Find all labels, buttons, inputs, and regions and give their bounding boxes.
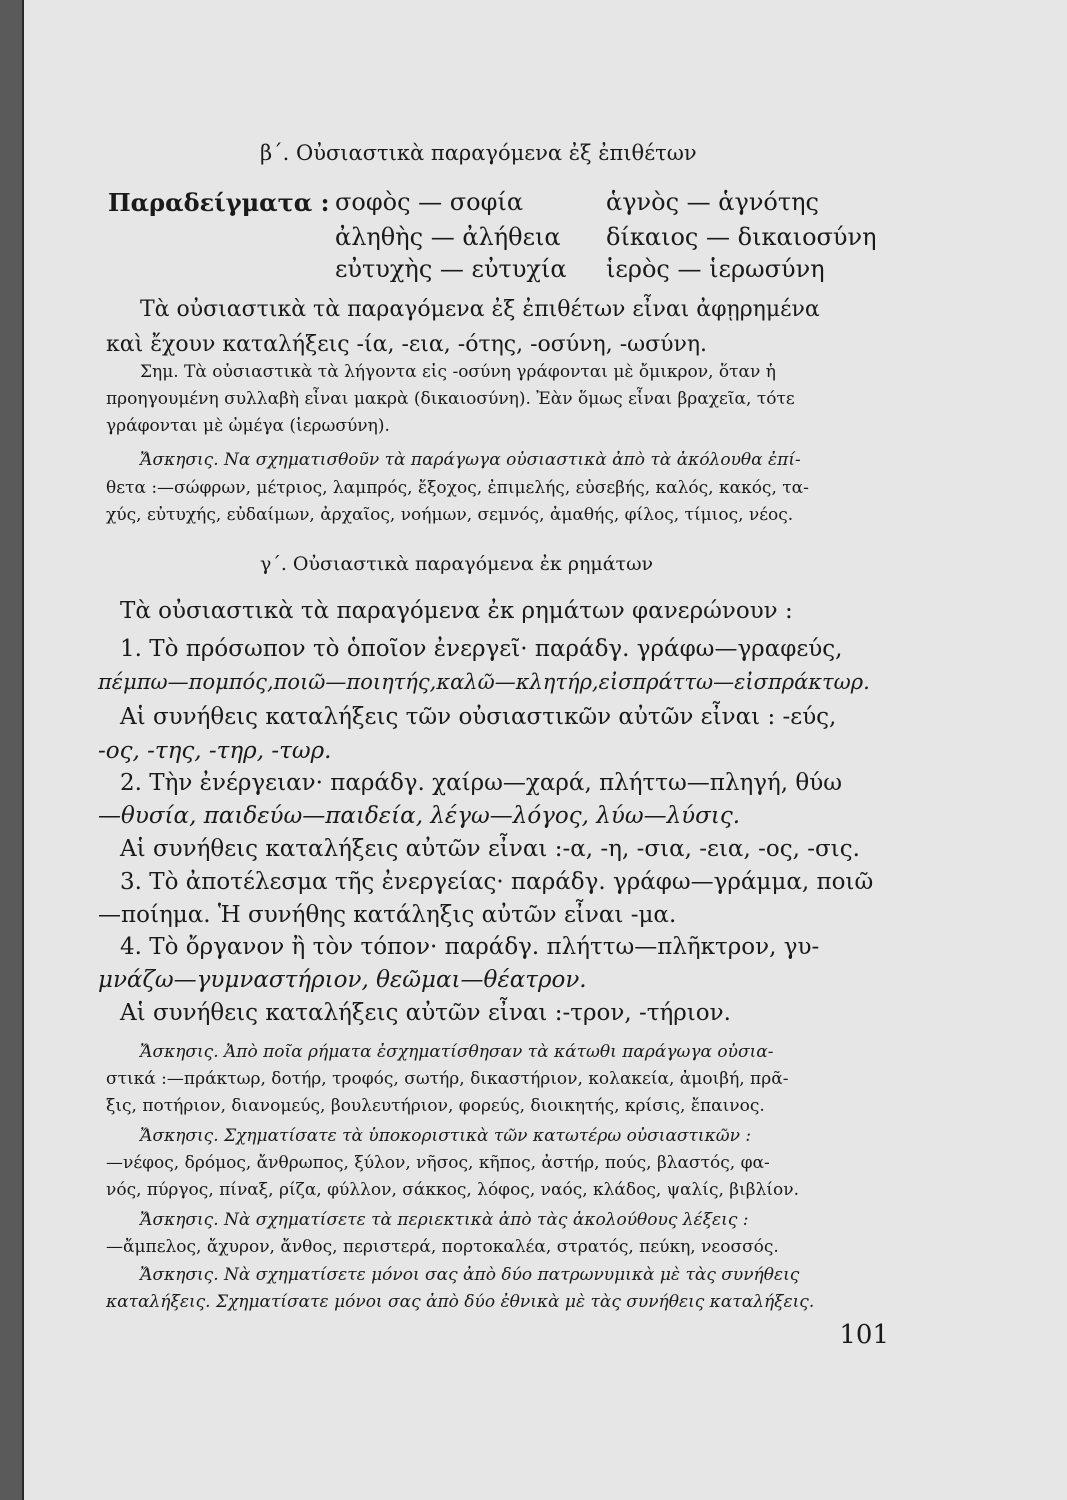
body-line: —θυσία, παιδεύω—παιδεία, λέγω—λόγος, λύω—λύσις. [98, 803, 741, 829]
note-line: Σημ. Τὰ οὐσιαστικὰ τὰ λήγοντα εἰς -οσύνη γράφονται μὲ ὄμικρον, ὅταν ἡ [140, 362, 776, 382]
exercise-line: Ἄσκησις. Νὰ σχηματίσετε μόνοι σας ἀπὸ δύο πατρωνυμικὰ μὲ τὰς συνήθεις [140, 1265, 800, 1285]
body-line: 1. Τὸ πρόσωπον τὸ ὁποῖον ἐνεργεῖ· παράδγ. γράφω—γραφεύς, [120, 636, 843, 662]
exercise-line: Ἄσκησις. Σχηματίσατε τὰ ὑποκοριστικὰ τῶν κατωτέρω οὐσιαστικῶν : [140, 1126, 752, 1146]
note-line: προηγουμένη συλλαβὴ εἶναι μακρὰ (δικαιοσύνη). Ἐὰν ὅμως εἶναι βραχεῖα, τότε [106, 389, 795, 409]
body-line: Αἱ συνήθεις καταλήξεις αὐτῶν εἶναι :-τρον, -τήριον. [120, 1000, 731, 1026]
example-item: εὐτυχὴς — εὐτυχία [335, 255, 567, 283]
exercise-line: —νέφος, δρόμος, ἄνθρωπος, ξύλον, νῆσος, κῆπος, ἀστήρ, πούς, βλαστός, φα- [106, 1153, 770, 1173]
body-line: -ος, -της, -τηρ, -τωρ. [98, 738, 332, 764]
example-item: σοφὸς — σοφία [335, 188, 524, 216]
example-item: δίκαιος — δικαιοσύνη [606, 223, 877, 251]
example-item: ἱερὸς — ἱερωσύνη [606, 255, 825, 283]
body-line: 4. Τὸ ὄργανον ἢ τὸν τόπον· παράδγ. πλήττω—πλῆκτρον, γυ- [120, 934, 820, 960]
exercise-line: καταλήξεις. Σχηματίσατε μόνοι σας ἀπὸ δύο ἐθνικὰ μὲ τὰς συνήθεις καταλήξεις. [106, 1292, 815, 1312]
body-line: μνάζω—γυμναστήριον, θεῶμαι—θέατρον. [98, 967, 587, 993]
exercise-line: χύς, εὐτυχής, εὐδαίμων, ἀρχαῖος, νοήμων, σεμνός, ἀμαθής, φίλος, τίμιος, νέος. [106, 505, 794, 525]
exercise-line: νός, πύργος, πίναξ, ρίζα, φύλλον, σάκκος, λόφος, ναός, κλάδος, ψαλίς, βιβλίον. [106, 1180, 800, 1200]
exercise-line: ξις, ποτήριον, διανομεύς, βουλευτήριον, φορεύς, διοικητής, κρίσις, ἔπαινος. [106, 1096, 765, 1116]
book-page [22, 0, 1067, 1500]
example-item: ἁγνὸς — ἁγνότης [606, 188, 819, 216]
body-line: Αἱ συνήθεις καταλήξεις αὐτῶν εἶναι :-α, -η, -σια, -εια, -ος, -σις. [120, 836, 860, 862]
exercise-line: στικά :—πράκτωρ, δοτήρ, τροφός, σωτήρ, δικαστήριον, κολακεία, ἀμοιβή, πρᾶ- [106, 1069, 789, 1089]
exercise-line: Ἄσκησις. Νὰ σχηματίσετε τὰ περιεκτικὰ ἀπὸ τὰς ἀκολούθους λέξεις : [140, 1210, 749, 1230]
section-c-title: γ΄. Οὐσιαστικὰ παραγόμενα ἐκ ρημάτων [260, 553, 654, 575]
examples-label: Παραδείγματα : [108, 188, 330, 217]
exercise-line: Ἄσκησις. Ἀπὸ ποῖα ρήματα ἐσχηματίσθησαν τὰ κάτωθι παράγωγα οὐσια- [140, 1042, 774, 1062]
page-number: 101 [839, 1320, 889, 1350]
body-line: Τὰ οὐσιαστικὰ τὰ παραγόμενα ἐξ ἐπιθέτων εἶναι ἀφῃρημένα [140, 297, 820, 322]
body-line: καὶ ἔχουν καταλήξεις -ία, -εια, -ότης, -οσύνη, -ωσύνη. [106, 332, 708, 357]
body-line: —ποίημα. Ἡ συνήθης κατάληξις αὐτῶν εἶναι -μα. [98, 902, 677, 928]
body-line: Τὰ οὐσιαστικὰ τὰ παραγόμενα ἐκ ρημάτων φανερώνουν : [120, 598, 793, 624]
example-item: ἀληθὴς — ἀλήθεια [335, 223, 561, 251]
exercise-line: θετα :—σώφρων, μέτριος, λαμπρός, ἔξοχος, ἐπιμελής, εὐσεβής, καλός, κακός, τα- [106, 478, 809, 498]
body-line: 3. Τὸ ἀποτέλεσμα τῆς ἐνεργείας· παράδγ. γράφω—γράμμα, ποιῶ [120, 869, 874, 895]
body-line: Αἱ συνήθεις καταλήξεις τῶν οὐσιαστικῶν αὐτῶν εἶναι : -εύς, [120, 704, 837, 730]
body-line: πέμπω—πομπός,ποιῶ—ποιητής,καλῶ—κλητήρ,εἰσπράττω—εἰσπράκτωρ. [98, 670, 870, 694]
exercise-line: Ἄσκησις. Να σχηματισθοῦν τὰ παράγωγα οὐσιαστικὰ ἀπὸ τὰ ἀκόλουθα ἐπί- [140, 450, 801, 470]
body-line: 2. Τὴν ἐνέργειαν· παράδγ. χαίρω—χαρά, πλήττω—πληγή, θύω [120, 770, 842, 796]
section-b-title: β΄. Οὐσιαστικὰ παραγόμενα ἐξ ἐπιθέτων [260, 141, 697, 165]
note-line: γράφονται μὲ ὠμέγα (ἱερωσύνη). [106, 416, 390, 436]
exercise-line: —ἄμπελος, ἄχυρον, ἄνθος, περιστερά, πορτοκαλέα, στρατός, πεύκη, νεοσσός. [106, 1237, 779, 1257]
